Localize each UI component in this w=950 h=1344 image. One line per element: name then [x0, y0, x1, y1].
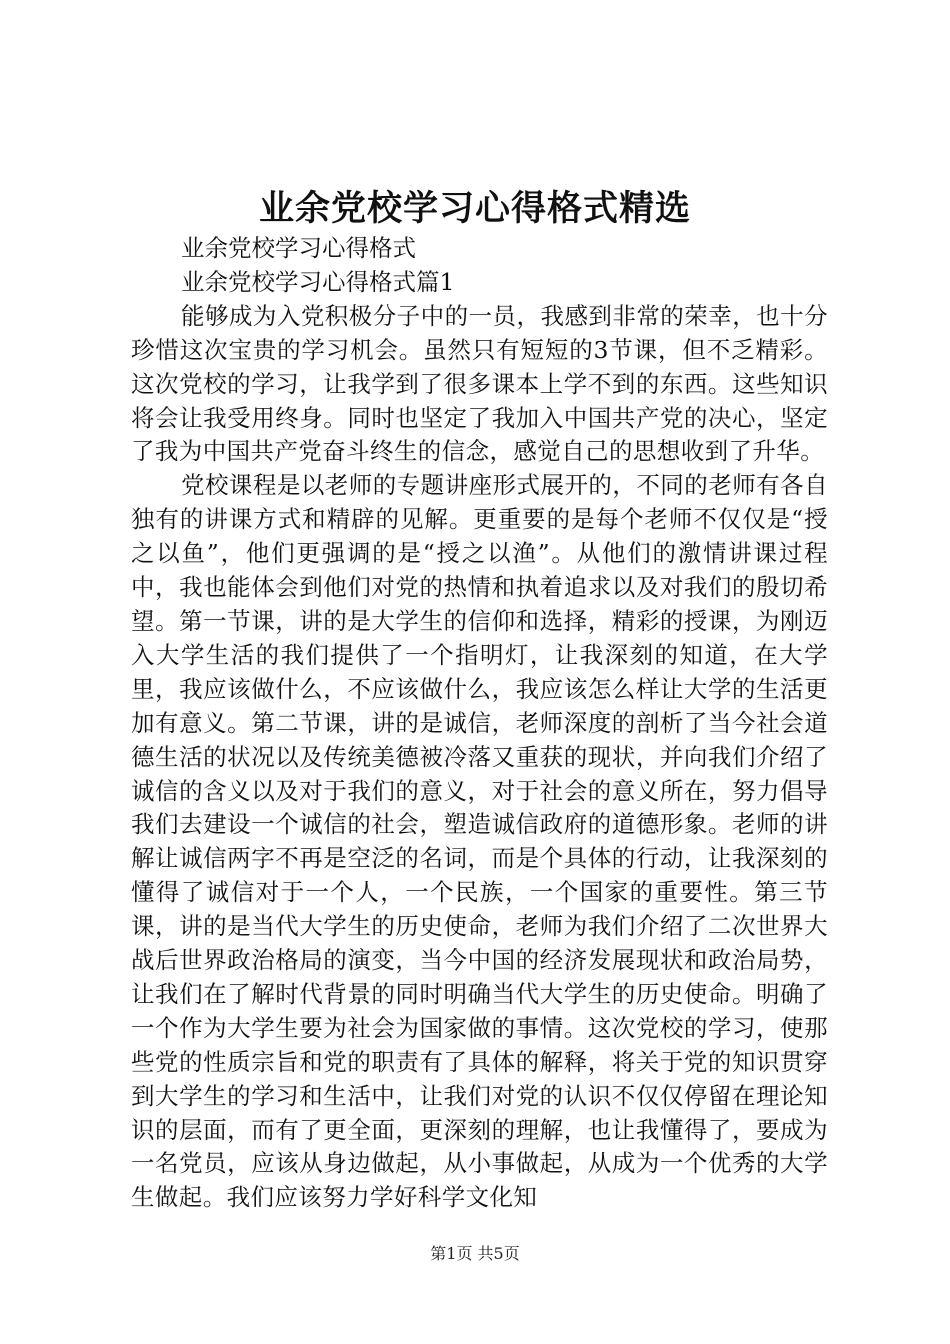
paragraph-1: 能够成为入党积极分子中的一员，我感到非常的荣幸，也十分珍惜这次宝贵的学习机会。虽然只有短短的3节课，但不乏精彩。这次党校的学习，让我学到了很多课本上学不到的东西。这些知识将会让我受用终身。同时也坚定了我加入中国共产党的决心，坚定了我为中国共产党奋斗终生的信念，感觉自己的思想收到了升华。 — [131, 301, 828, 466]
document-title: 业余党校学习心得格式精选 — [258, 188, 691, 229]
page-footer: 第1页 共5页 — [430, 1244, 520, 1263]
paragraph-2: 党校课程是以老师的专题讲座形式展开的，不同的老师有各自独有的讲课方式和精辟的见解。更重要的是每个老师不仅仅是“授之以鱼”，他们更强调的是“授之以渔”。从他们的激情讲课过程中，我也能体会到他们对党的热情和执着追求以及对我们的殷切希望。第一节课，讲的是大学生的信仰和选择，精彩的授课，为刚迈入大学生活的我们提供了一个指明灯，让我深刻的知道，在大学里，我应该做什么，不应该做什么，我应该怎么样让大学的生活更加有意义。第二节课，讲的是诚信，老师深度的剖析了当今社会道德生活的状况以及传统美德被冷落又重获的现状，并向我们介绍了诚信的含义以及对于我们的意义，对于社会的意义所在，努力倡导我们去建设一个诚信的社会，塑造诚信政府的道德形象。老师的讲解让诚信两字不再是空泛的名词，而是个具体的行动，让我深刻的懂得了诚信对于一个人，一个民族，一个国家的重要性。第三节课，讲的是当代大学生的历史使命，老师为我们介绍了二次世界大战后世界政治格局的演变，当今中国的经济发展现状和政治局势，让我们在了解时代背景的同时明确当代大学生的历史使命。明确了一个作为大学生要为社会为国家做的事情。这次党校的学习，使那些党的性质宗旨和党的职责有了具体的解释，将关于党的知识贯穿到大学生的学习和生活中，让我们对党的认识不仅仅停留在理论知识的层面，而有了更全面，更深刻的理解，也让我懂得了，要成为一名党员，应该从身边做起，从小事做起，从成为一个优秀的大学生做起。我们应该努力学好科学文化知 — [131, 471, 828, 1212]
section-heading: 业余党校学习心得格式篇1 — [181, 267, 455, 296]
document-subtitle: 业余党校学习心得格式 — [181, 234, 416, 262]
document-body — [131, 232, 828, 1215]
